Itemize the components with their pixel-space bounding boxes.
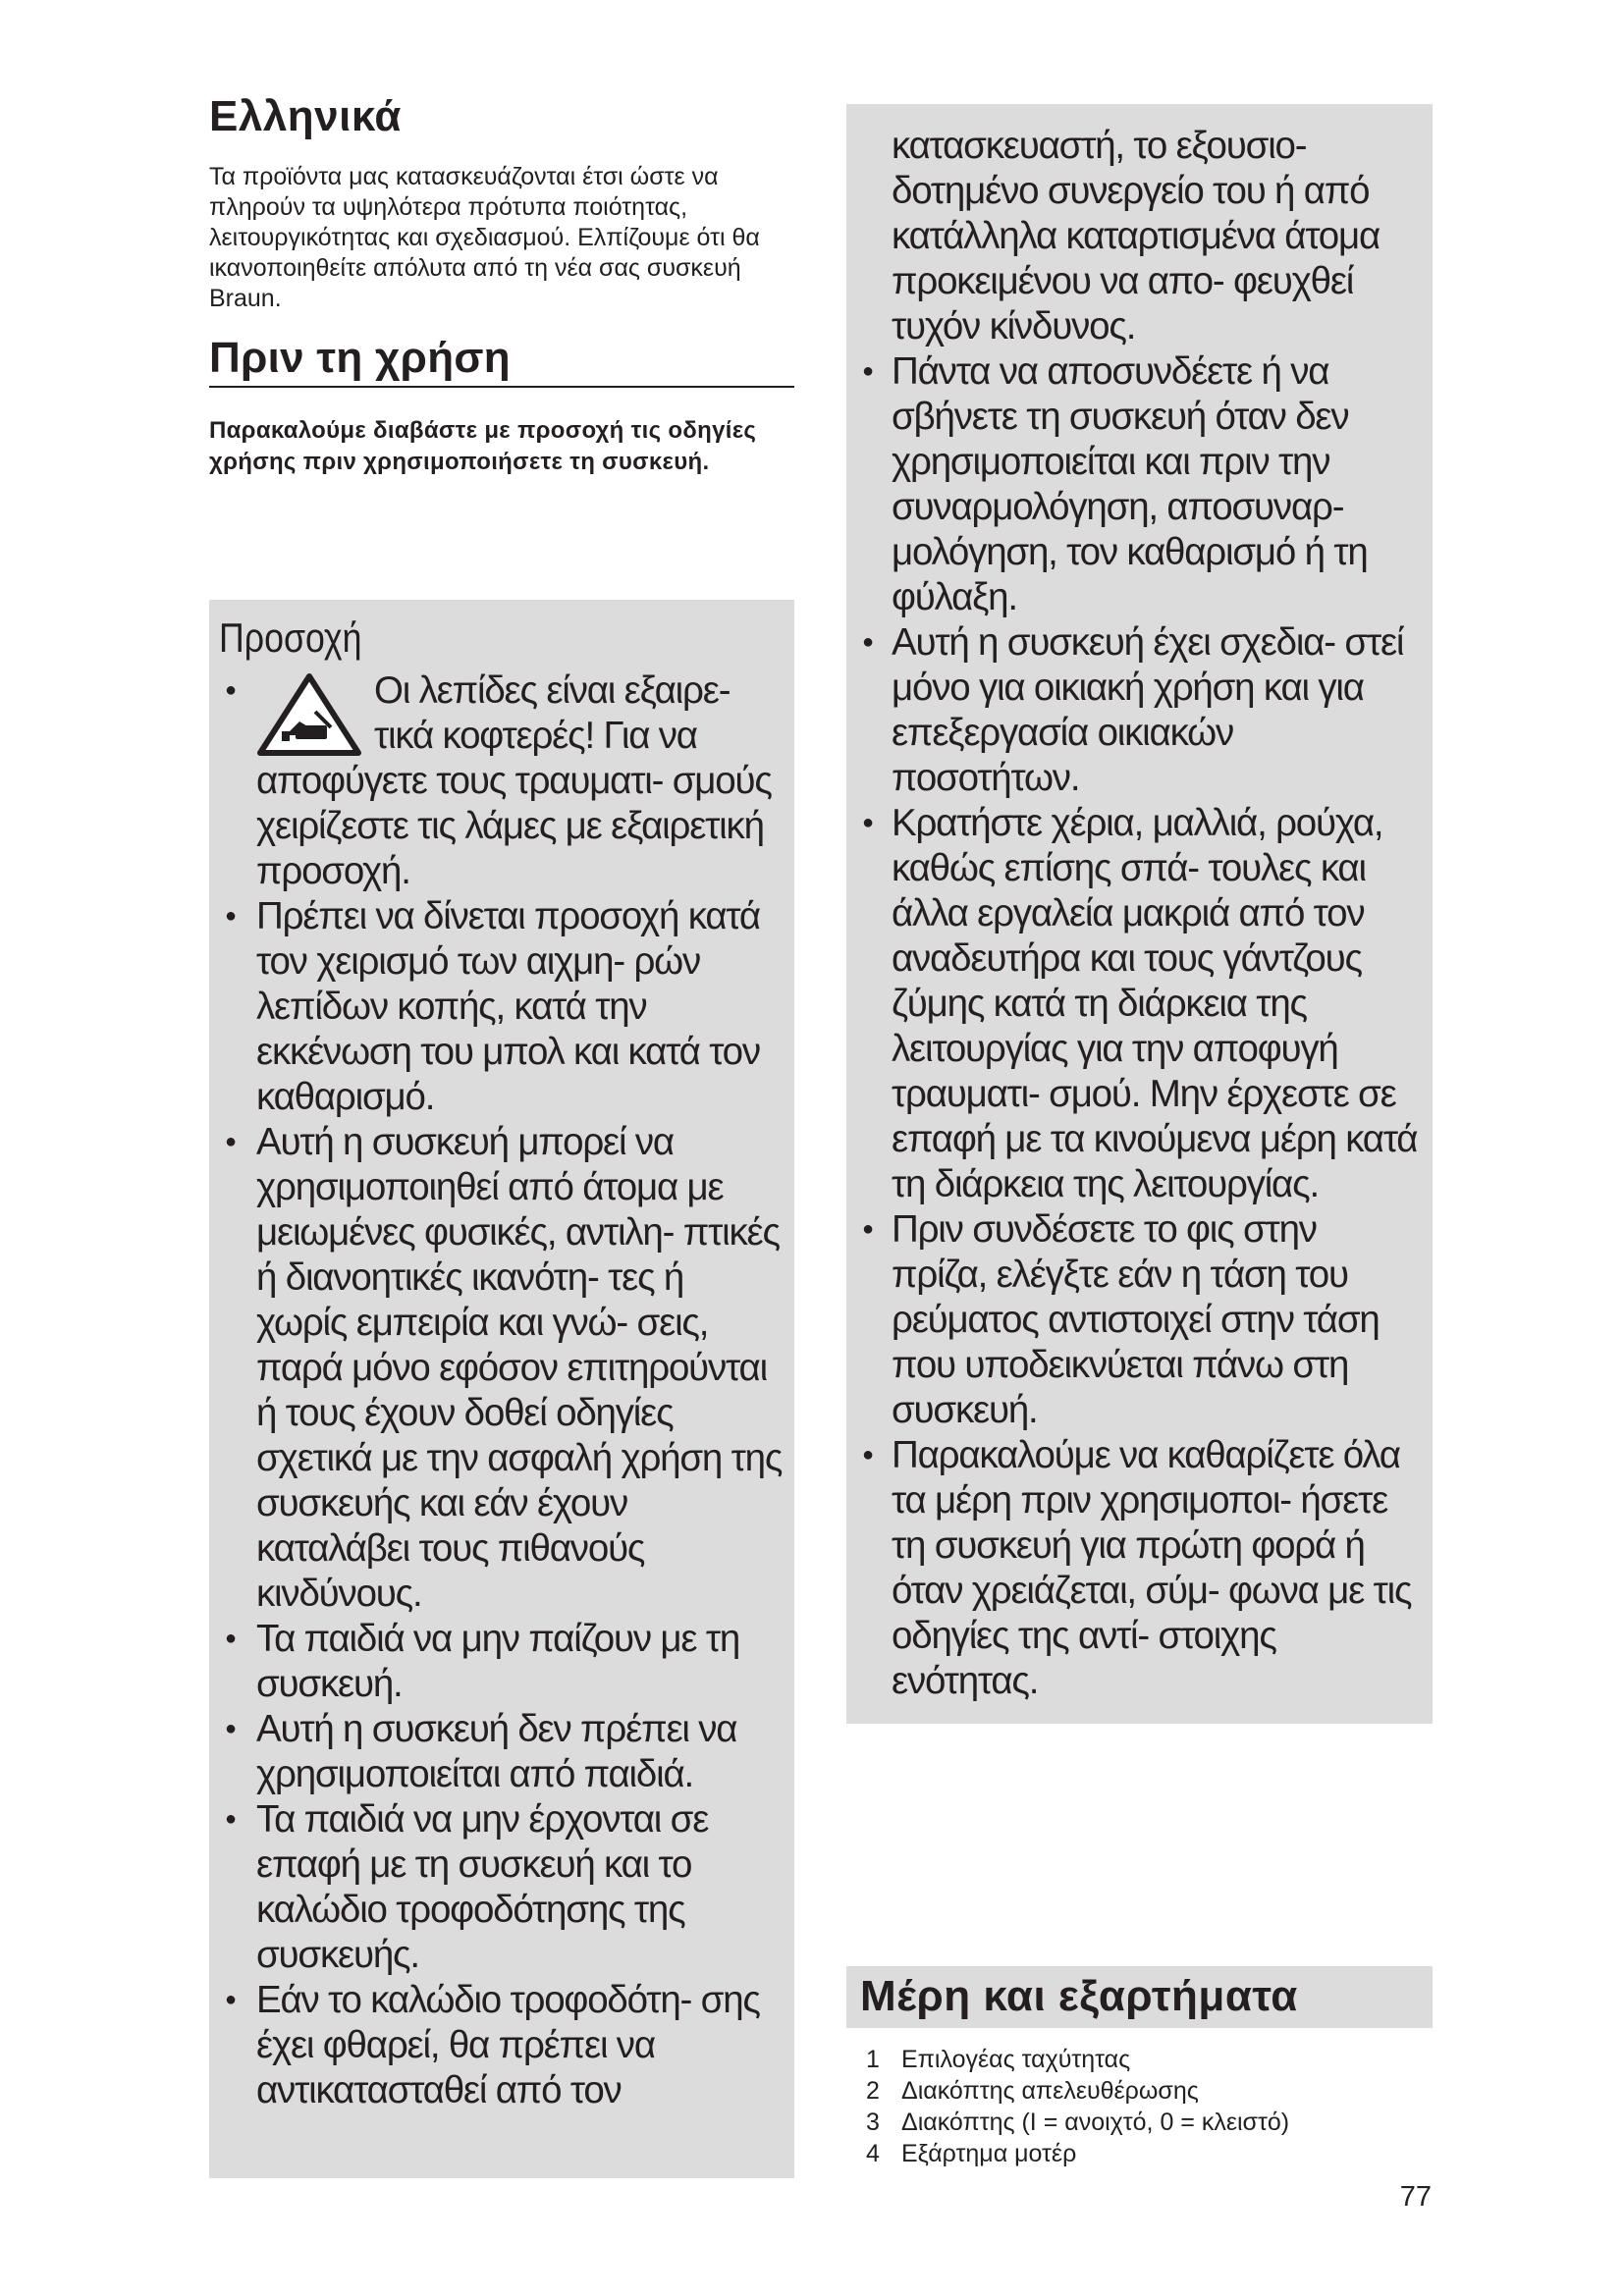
- parts-item: [866, 2044, 1433, 2075]
- parts-item: [866, 2107, 1433, 2138]
- caution-item-text: Πριν συνδέσετε το φις στην πρίζα, ελέγξτε εάν η τάση του ρεύματος αντιστοιχεί στην τάση που υποδεικνύεται πάνω στη συσκευή.: [892, 1208, 1380, 1431]
- lead-paragraph: Παρακαλούμε διαβάστε με προσοχή τις οδηγίες χρήσης πριν χρησιμοποιήσετε τη συσκευή.: [209, 416, 757, 475]
- hand-cut-warning-icon: [256, 672, 364, 759]
- caution-item: [219, 1707, 783, 1797]
- parts-section: [846, 1966, 1433, 2169]
- caution-item: [856, 801, 1421, 1207]
- caution-item: [219, 1617, 783, 1707]
- section-title-before-use: Πριν τη χρήση: [209, 336, 794, 387]
- parts-item-number: 2: [866, 2076, 880, 2105]
- parts-item-number: 1: [866, 2045, 880, 2073]
- caution-list: [219, 668, 783, 2113]
- parts-item-number: 4: [866, 2139, 880, 2167]
- caution-list-continued: [856, 349, 1421, 1704]
- parts-item-label: Εξάρτημα μοτέρ: [901, 2139, 1077, 2167]
- caution-item: [856, 1433, 1421, 1704]
- page-number: 77: [1399, 2181, 1432, 2213]
- caution-item: [856, 349, 1421, 620]
- caution-item: [219, 894, 783, 1120]
- parts-item: [866, 2075, 1433, 2107]
- caution-item: [219, 1120, 783, 1617]
- caution-item: [219, 1797, 783, 1978]
- caution-title: Προσοχή: [219, 614, 362, 661]
- caution-item-text: Αυτή η συσκευή έχει σχεδια- στεί μόνο για οικιακή χρήση και για επεξεργασία οικιακών ποσοτήτων.: [892, 621, 1404, 799]
- continuation-text: κατασκευαστή, το εξουσιο- δοτημένο συνεργείο του ή από κατάλληλα καταρτισμένα άτομα προκειμένου να απο- φευχθεί τυχόν κίνδυνος.: [892, 125, 1380, 347]
- caution-item-text: Αυτή η συσκευή δεν πρέπει να χρησιμοποιείται από παιδιά.: [256, 1708, 737, 1796]
- parts-item-number: 3: [866, 2108, 880, 2136]
- caution-item-text: Κρατήστε χέρια, μαλλιά, ρούχα, καθώς επίσης σπά- τουλες και άλλα εργαλεία μακριά από τον αναδευτήρα και τους γάντζους ζύμης κατά τη διάρκεια της λειτουργίας για την αποφυγή τραυματι- σμού. Μην έρχεστε σε επαφή με τα κινούμενα μέρη κατά τη διάρκεια της λειτουργίας.: [892, 802, 1418, 1205]
- parts-title: Μέρη και εξαρτήματα: [846, 1966, 1433, 2028]
- language-title: Ελληνικά: [209, 92, 402, 140]
- parts-item-label: Διακόπτης (I = ανοιχτό, 0 = κλειστό): [901, 2108, 1290, 2136]
- caution-item: [856, 1207, 1421, 1433]
- intro-paragraph: Τα προϊόντα μας κατασκευάζονται έτσι ώστε να πληρούν τα υψηλότερα πρότυπα ποιότητας, λειτουργικότητας και σχεδιασμού. Ελπίζουμε ότι θα ικανοποιηθείτε απόλυτα από τη νέα σας συσκευή Braun.: [209, 163, 760, 313]
- left-column: [209, 93, 794, 478]
- caution-item-text: Πάντα να αποσυνδέετε ή να σβήνετε τη συσκευή όταν δεν χρησιμοποιείται και πριν την συναρμολόγηση, αποσυναρ- μολόγηση, τον καθαρισμό ή τη φύλαξη.: [892, 350, 1368, 618]
- caution-box-continued: [846, 104, 1433, 1724]
- caution-item: [219, 1978, 783, 2113]
- caution-item-text: Εάν το καλώδιο τροφοδότη- σης έχει φθαρεί, θα πρέπει να αντικατασταθεί από τον: [256, 1979, 760, 2112]
- parts-list: [846, 2044, 1433, 2169]
- parts-item-label: Διακόπτης απελευθέρωσης: [901, 2076, 1199, 2105]
- right-column: [846, 104, 1433, 1724]
- caution-box: [209, 600, 794, 2178]
- caution-item-text: Πρέπει να δίνεται προσοχή κατά τον χειρισμό των αιχμη- ρών λεπίδων κοπής, κατά την εκκένωση του μπολ και κατά τον καθαρισμό.: [256, 895, 760, 1119]
- caution-item: [856, 620, 1421, 801]
- parts-item-label: Επιλογέας ταχύτητας: [901, 2045, 1131, 2073]
- caution-item: [219, 668, 783, 894]
- parts-item: [866, 2138, 1433, 2169]
- caution-item-text: Οι λεπίδες είναι εξαιρε- τικά κοφτερές! Για να αποφύγετε τους τραυματι- σμούς χειρίζεστε τις λάμες με εξαιρετική προσοχή.: [256, 669, 772, 893]
- caution-item-text: Αυτή η συσκευή μπορεί να χρησιμοποιηθεί από άτομα με μειωμένες φυσικές, αντιλη- πτικές ή διανοητικές ικανότη- τες ή χωρίς εμπειρία και γνώ- σεις, παρά μόνο εφόσον επιτηρούνται ή τους έχουν δοθεί οδηγίες σχετικά με την ασφαλή χρήση της συσκευής και εάν έχουν καταλάβει τους πιθανούς κινδύνους.: [256, 1121, 783, 1616]
- caution-item-text: Παρακαλούμε να καθαρίζετε όλα τα μέρη πριν χρησιμοποι- ήσετε τη συσκευή για πρώτη φορά ή όταν χρειάζεται, σύμ- φωνα με τις οδηγίες της αντί- στοιχης ενότητας.: [892, 1434, 1412, 1702]
- caution-item-text: Τα παιδιά να μην παίζουν με τη συσκευή.: [256, 1618, 740, 1706]
- caution-item-text: Τα παιδιά να μην έρχονται σε επαφή με τη συσκευή και το καλώδιο τροφοδότησης της συσκευής.: [256, 1798, 709, 1977]
